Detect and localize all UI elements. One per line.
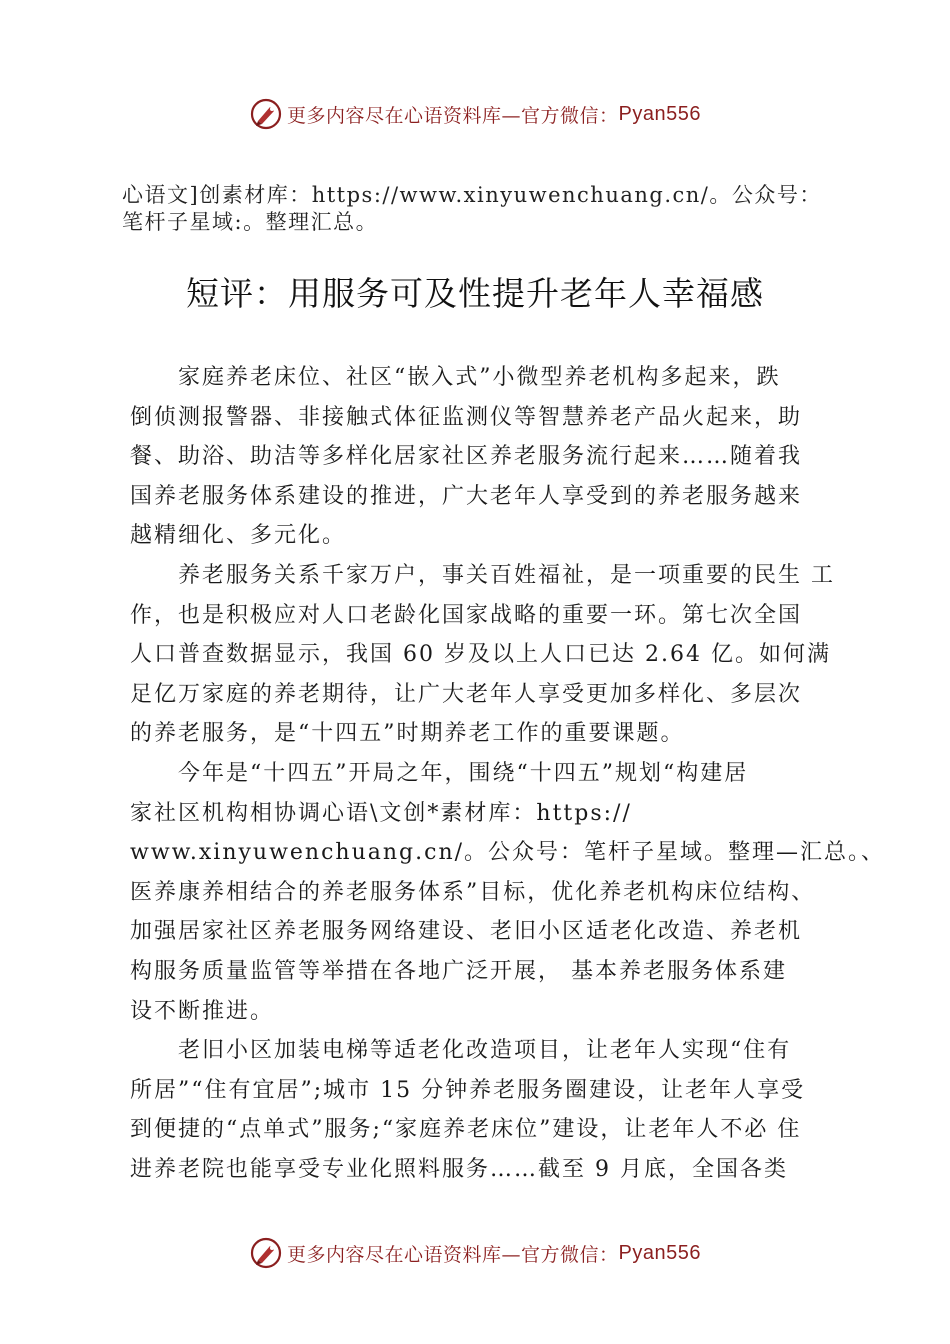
source-note-line: 心语文]创素材库：https://www.xinyuwenchuang.cn/。公众号： (122, 183, 822, 207)
text-line: 加强居家社区养老服务网络建设、老旧小区适老化改造、养老机 (130, 919, 803, 945)
text-line: 医养康养相结合的养老服务体系”目标，优化养老机构床位结构、 (130, 879, 816, 905)
source-note-line: 笔杆子星域:。整理汇总。 (122, 210, 379, 234)
text-line: 老旧小区加装电梯等适老化改造项目，让老年人实现“住有 (130, 1038, 792, 1064)
article-title: 短评：用服务可及性提升老年人幸福感 (186, 274, 764, 313)
text-line: 到便捷的“点单式”服务;“家庭养老床位”建设，让老年人不必 住 (130, 1117, 802, 1143)
paragraph (130, 754, 886, 1031)
text-line: 越精细化、多元化。 (130, 523, 347, 549)
text-line: 倒侦测报警器、非接触式体征监测仪等智慧养老产品火起来，助 (130, 404, 803, 430)
header-banner (0, 94, 950, 134)
text-line: 所居”“住有宜居”;城市 15 分钟养老服务圈建设，让老年人享受 (130, 1077, 806, 1103)
text-line: 餐、助浴、助洁等多样化居家社区养老服务流行起来……随着我 (130, 444, 803, 470)
text-line: 构服务质量监管等举措在各地广泛开展， 基本养老服务体系建 (130, 958, 787, 984)
text-line: 家庭养老床位、社区“嵌入式”小微型养老机构多起来，跌 (130, 365, 781, 390)
banner-wechat-id: Pyan556 (618, 102, 701, 125)
banner-text: 更多内容尽在心语资料库—官方微信： (287, 104, 619, 127)
text-line: 进养老院也能享受专业化照料服务……截至 9 月底，全国各类 (130, 1156, 788, 1182)
fountain-pen-logo-icon (249, 97, 283, 131)
text-line: www.xinyuwenchuang.cn/。公众号：笔杆子星域。整理—汇总。、 (130, 840, 886, 866)
paragraph (130, 556, 850, 754)
text-line: 作，也是积极应对人口老龄化国家战略的重要一环。第七次全国 (130, 602, 803, 628)
text-line: 养老服务关系千家万户，事关百姓福祉，是一项重要的民生 工 (130, 562, 835, 588)
banner-text: 更多内容尽在心语资料库—官方微信： (287, 1243, 619, 1266)
paragraph (130, 358, 850, 556)
footer-banner (0, 1233, 950, 1273)
text-line: 今年是“十四五”开局之年，围绕“十四五”规划“构建居 (130, 760, 749, 786)
paragraph (130, 1031, 850, 1189)
text-line: 人口普查数据显示，我国 60 岁及以上人口已达 2.64 亿。如何满 (130, 642, 831, 668)
source-note (122, 182, 862, 236)
banner-wechat-id: Pyan556 (618, 1241, 701, 1264)
text-line: 国养老服务体系建设的推进，广大老年人享受到的养老服务越来 (130, 483, 803, 509)
text-line: 足亿万家庭的养老期待，让广大老年人享受更加多样化、多层次 (130, 681, 803, 707)
fountain-pen-logo-icon (249, 1236, 283, 1270)
text-line: 家社区机构相协调心语\文创*素材库：https:// (130, 800, 632, 826)
text-line: 设不断推进。 (130, 998, 275, 1024)
article-body (130, 358, 886, 1189)
text-line: 的养老服务，是“十四五”时期养老工作的重要课题。 (130, 721, 685, 747)
